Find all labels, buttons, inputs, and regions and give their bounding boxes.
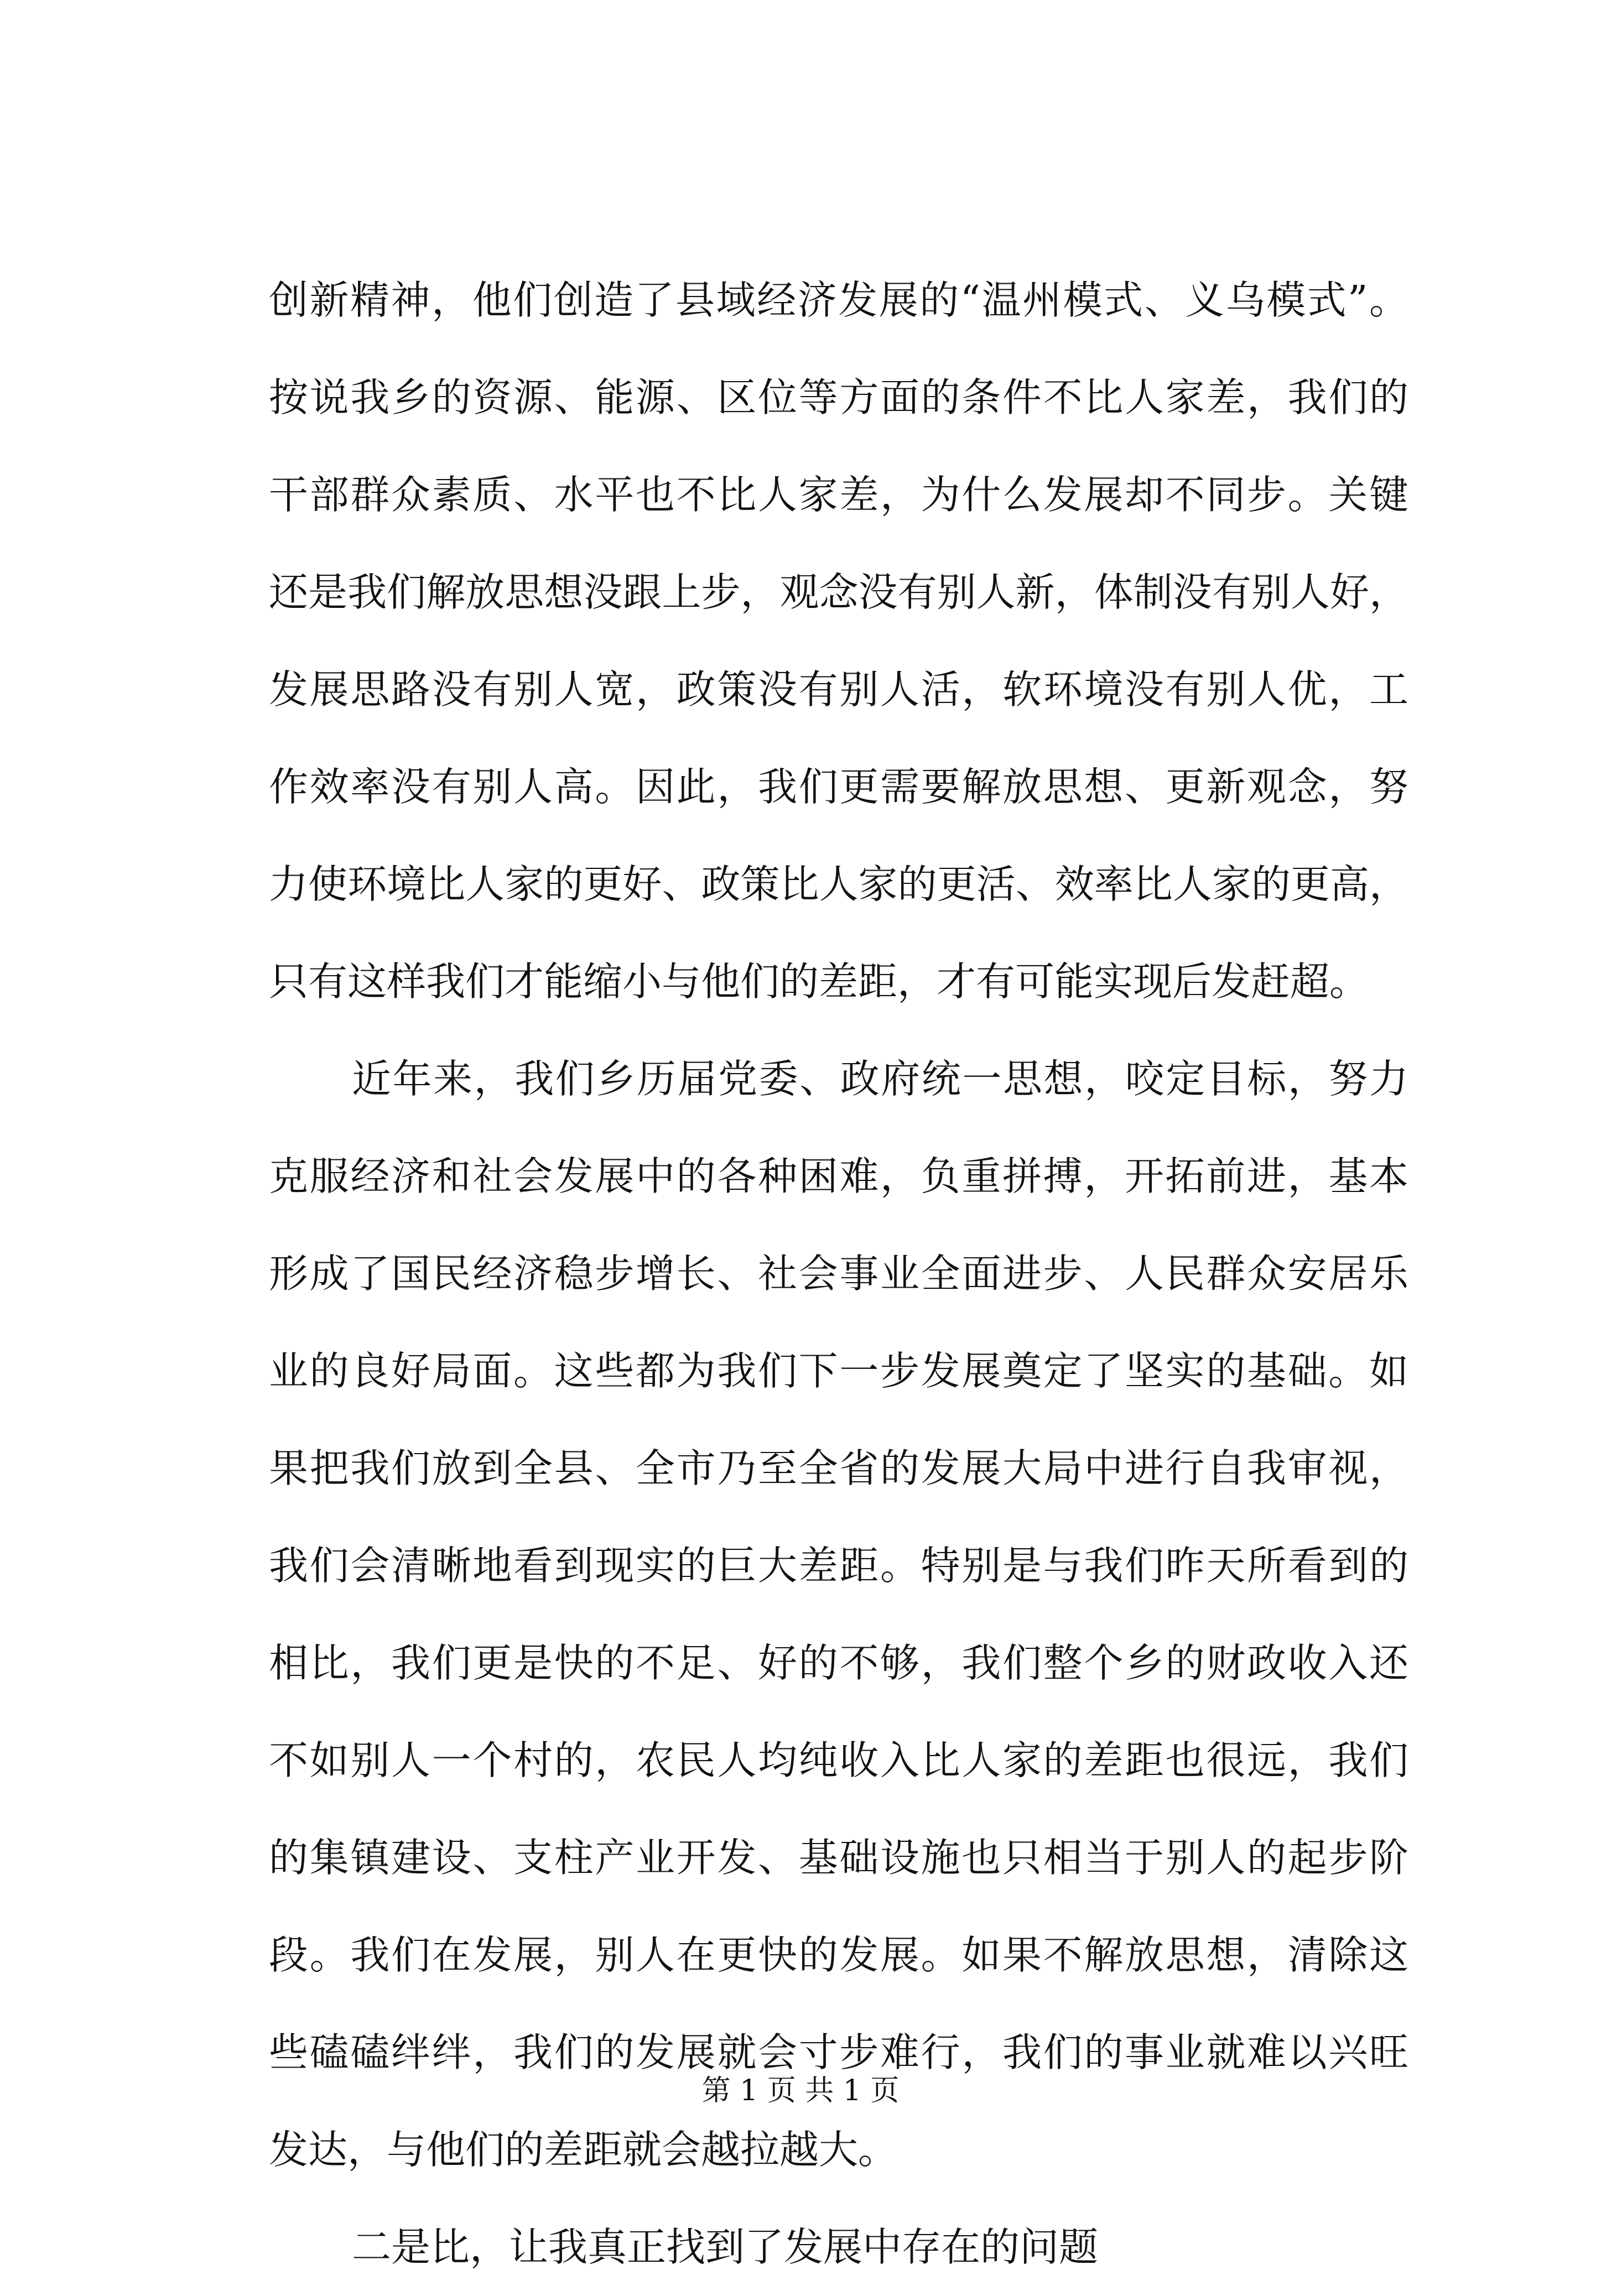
document-body (269, 252, 1408, 2296)
paragraph-line: 只有这样我们才能缩小与他们的差距，才有可能实现后发赶超。 (269, 959, 1369, 1004)
paragraph-line: 还是我们解放思想没跟上步，观念没有别人新，体制没有别人好， (269, 569, 1408, 615)
paragraph-line: 我们会清晰地看到现实的巨大差距。特别是与我们昨天所看到的 (269, 1543, 1408, 1589)
paragraph-line: 不如别人一个村的，农民人均纯收入比人家的差距也很远，我们 (269, 1737, 1408, 1783)
paragraph-line: 形成了国民经济稳步增长、社会事业全面进步、人民群众安居乐 (269, 1251, 1408, 1297)
paragraph-line: 干部群众素质、水平也不比人家差，为什么发展却不同步。关键 (269, 472, 1408, 518)
paragraph-line: 力使环境比人家的更好、政策比人家的更活、效率比人家的更高， (269, 861, 1408, 907)
paragraph (269, 2199, 1408, 2296)
paragraph-line: 二是比，让我真正找到了发展中存在的问题 (352, 2224, 1099, 2270)
paragraph-line: 按说我乡的资源、能源、区位等方面的条件不比人家差，我们的 (269, 374, 1408, 420)
paragraph-line: 相比，我们更是快的不足、好的不够，我们整个乡的财政收入还 (269, 1640, 1408, 1686)
paragraph-line: 克服经济和社会发展中的各种困难，负重拼搏，开拓前进，基本 (269, 1153, 1408, 1199)
paragraph-line: 近年来，我们乡历届党委、政府统一思想，咬定目标，努力 (352, 1056, 1408, 1102)
paragraph (269, 252, 1408, 1030)
paragraph-line: 发展思路没有别人宽，政策没有别人活，软环境没有别人优，工 (269, 667, 1408, 712)
paragraph-line: 的集镇建设、支柱产业开发、基础设施也只相当于别人的起步阶 (269, 1835, 1408, 1881)
paragraph-line: 些磕磕绊绊，我们的发展就会寸步难行，我们的事业就难以兴旺 (269, 2029, 1408, 2075)
paragraph-line: 段。我们在发展，别人在更快的发展。如果不解放思想，清除这 (269, 1932, 1408, 1978)
paragraph-line: 作效率没有别人高。因此，我们更需要解放思想、更新观念，努 (269, 764, 1408, 810)
paragraph-line: 果把我们放到全县、全市乃至全省的发展大局中进行自我审视， (269, 1445, 1408, 1491)
paragraph-line: 创新精神，他们创造了县域经济发展的“温州模式、义乌模式”。 (269, 277, 1408, 323)
paragraph (269, 1030, 1408, 2199)
paragraph-line: 业的良好局面。这些都为我们下一步发展奠定了坚实的基础。如 (269, 1348, 1408, 1394)
paragraph-line: 发达，与他们的差距就会越拉越大。 (269, 2127, 898, 2173)
page-number-footer: 第 1 页 共 1 页 (701, 2074, 900, 2107)
